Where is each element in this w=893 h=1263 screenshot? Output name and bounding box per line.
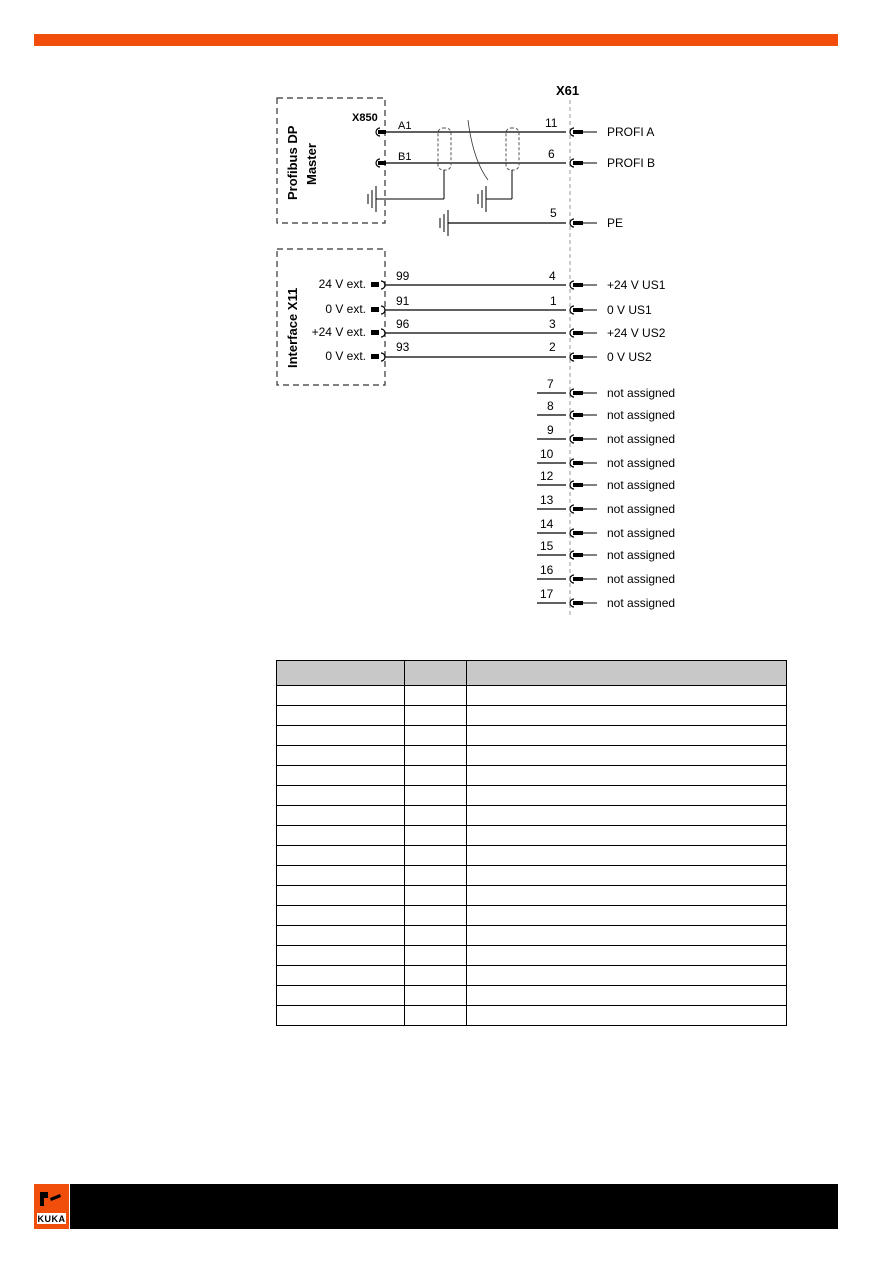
table-row — [277, 906, 787, 926]
pin-number: 13 — [540, 493, 554, 507]
interface-wire — [319, 269, 666, 292]
pin-signal-label: 0 V US2 — [607, 350, 652, 364]
pin-signal-label: PROFI A — [607, 125, 655, 139]
ground-icon — [440, 210, 448, 236]
table-cell — [277, 926, 405, 946]
pin-number: 10 — [540, 447, 554, 461]
pin-number: 17 — [540, 587, 554, 601]
table-cell — [405, 806, 467, 826]
table-cell — [467, 786, 787, 806]
cable-break-mark — [468, 120, 488, 180]
pin-number: 16 — [540, 563, 554, 577]
pin-signal-label: 0 V US1 — [607, 303, 652, 317]
table-cell — [405, 866, 467, 886]
wire-left-label: 0 V ext. — [325, 349, 366, 363]
table-cell — [467, 1006, 787, 1026]
table-row — [277, 806, 787, 826]
unassigned-pin — [537, 539, 675, 562]
pin-signal-label: +24 V US2 — [607, 326, 666, 340]
table-cell — [467, 706, 787, 726]
unassigned-pin — [537, 493, 675, 516]
wire-left-label: A1 — [398, 120, 412, 132]
table-row — [277, 926, 787, 946]
table-cell — [405, 846, 467, 866]
table-row — [277, 886, 787, 906]
table-cell — [467, 686, 787, 706]
table-cell — [405, 946, 467, 966]
table-cell — [277, 966, 405, 986]
table-cell — [467, 746, 787, 766]
table-cell — [405, 746, 467, 766]
table-cell — [277, 846, 405, 866]
master-connector-label: X850 — [352, 112, 378, 124]
unassigned-pin — [537, 563, 675, 586]
table-cell — [405, 686, 467, 706]
table-cell — [277, 806, 405, 826]
kuka-logo — [34, 1184, 69, 1229]
ground-icon — [478, 186, 486, 212]
table-cell — [405, 726, 467, 746]
pin-number: 8 — [547, 399, 554, 413]
table-row — [277, 686, 787, 706]
interface-wire — [325, 340, 652, 364]
pin-signal-label: not assigned — [607, 408, 676, 422]
unassigned-pin — [537, 469, 675, 492]
pin-signal-label: not assigned — [607, 386, 676, 400]
table-header-cell — [405, 661, 467, 686]
table-cell — [277, 986, 405, 1006]
pin-signal-label: not assigned — [607, 526, 676, 540]
table-cell — [277, 726, 405, 746]
interface-wire — [312, 317, 666, 340]
master-label-line1: Profibus DP — [285, 125, 300, 200]
pin-number: 5 — [550, 206, 557, 220]
pin-number: 2 — [549, 340, 556, 354]
pin-signal-label: not assigned — [607, 478, 676, 492]
table-row — [277, 826, 787, 846]
table-cell — [405, 926, 467, 946]
pin-number: 14 — [540, 517, 554, 531]
pin-signal-label: not assigned — [607, 596, 676, 610]
table-cell — [405, 766, 467, 786]
table-row — [277, 706, 787, 726]
interface-title: Interface X11 — [285, 287, 300, 368]
table-row — [277, 786, 787, 806]
pin-number: 1 — [550, 294, 557, 308]
wire-number: 99 — [396, 269, 410, 283]
unassigned-pin — [537, 423, 675, 446]
table-cell — [405, 986, 467, 1006]
table-header-cell — [277, 661, 405, 686]
table-cell — [467, 966, 787, 986]
table-cell — [277, 826, 405, 846]
logo-text: KUKA — [37, 1214, 66, 1224]
table-row — [277, 746, 787, 766]
table-cell — [467, 986, 787, 1006]
table-cell — [467, 906, 787, 926]
table-row — [277, 866, 787, 886]
table-cell — [277, 946, 405, 966]
table-row — [277, 766, 787, 786]
pin-number: 15 — [540, 539, 554, 553]
connector-title: X61 — [556, 83, 580, 98]
table-cell — [277, 1006, 405, 1026]
table-cell — [405, 1006, 467, 1026]
table-row — [277, 966, 787, 986]
pin-table — [276, 660, 787, 1026]
table-cell — [467, 926, 787, 946]
unassigned-pin — [537, 447, 675, 470]
table-header-cell — [467, 661, 787, 686]
pin-number: 12 — [540, 469, 554, 483]
table-row — [277, 986, 787, 1006]
unassigned-pin — [537, 587, 675, 610]
wire-left-label: 0 V ext. — [325, 302, 366, 316]
table-cell — [467, 846, 787, 866]
table-cell — [467, 866, 787, 886]
profibus-wire-a — [376, 116, 654, 139]
wire-left-label: B1 — [398, 151, 412, 163]
table-cell — [405, 706, 467, 726]
pin-signal-label: PROFI B — [607, 156, 656, 170]
wire-left-label: +24 V ext. — [311, 325, 366, 339]
pin-signal-label: not assigned — [607, 432, 676, 446]
table-cell — [277, 786, 405, 806]
pe-wire — [448, 206, 623, 230]
table-cell — [277, 906, 405, 926]
pin-number: 3 — [549, 317, 556, 331]
pin-number: 11 — [545, 116, 558, 130]
table-cell — [467, 726, 787, 746]
table-cell — [467, 806, 787, 826]
pin-signal-label: not assigned — [607, 502, 676, 516]
table-cell — [405, 786, 467, 806]
pin-signal-label: not assigned — [607, 548, 676, 562]
table-cell — [277, 766, 405, 786]
unassigned-pins — [537, 377, 675, 610]
table-cell — [277, 886, 405, 906]
footer-bar — [70, 1184, 838, 1229]
table-cell — [405, 906, 467, 926]
pin-signal-label: not assigned — [607, 456, 676, 470]
table-cell — [467, 886, 787, 906]
profibus-wire-b — [376, 147, 655, 170]
table-cell — [467, 766, 787, 786]
pin-number: 4 — [549, 269, 556, 283]
unassigned-pin — [537, 517, 675, 540]
table-row — [277, 946, 787, 966]
pin-signal-label: +24 V US1 — [607, 278, 666, 292]
master-label-line2: Master — [304, 143, 319, 185]
table-cell — [405, 826, 467, 846]
table-cell — [405, 966, 467, 986]
table-cell — [467, 946, 787, 966]
pin-signal-label: PE — [607, 216, 624, 230]
table-header-row — [277, 661, 787, 686]
interface-wire — [325, 294, 652, 317]
table-cell — [277, 686, 405, 706]
pin-number: 7 — [547, 377, 554, 391]
ground-icon — [368, 186, 376, 212]
table-row — [277, 726, 787, 746]
pin-number: 6 — [548, 147, 555, 161]
pin-number: 9 — [547, 423, 554, 437]
wire-left-label: 24 V ext. — [318, 277, 366, 291]
table-cell — [467, 826, 787, 846]
table-cell — [405, 886, 467, 906]
table-row — [277, 1006, 787, 1026]
table-cell — [277, 706, 405, 726]
wire-number: 91 — [396, 294, 410, 308]
unassigned-pin — [537, 399, 675, 422]
table-cell — [277, 746, 405, 766]
pin-signal-label: not assigned — [607, 572, 676, 586]
wire-number: 93 — [396, 340, 410, 354]
unassigned-pin — [537, 377, 675, 400]
wire-number: 96 — [396, 317, 410, 331]
table-cell — [277, 866, 405, 886]
table-row — [277, 846, 787, 866]
